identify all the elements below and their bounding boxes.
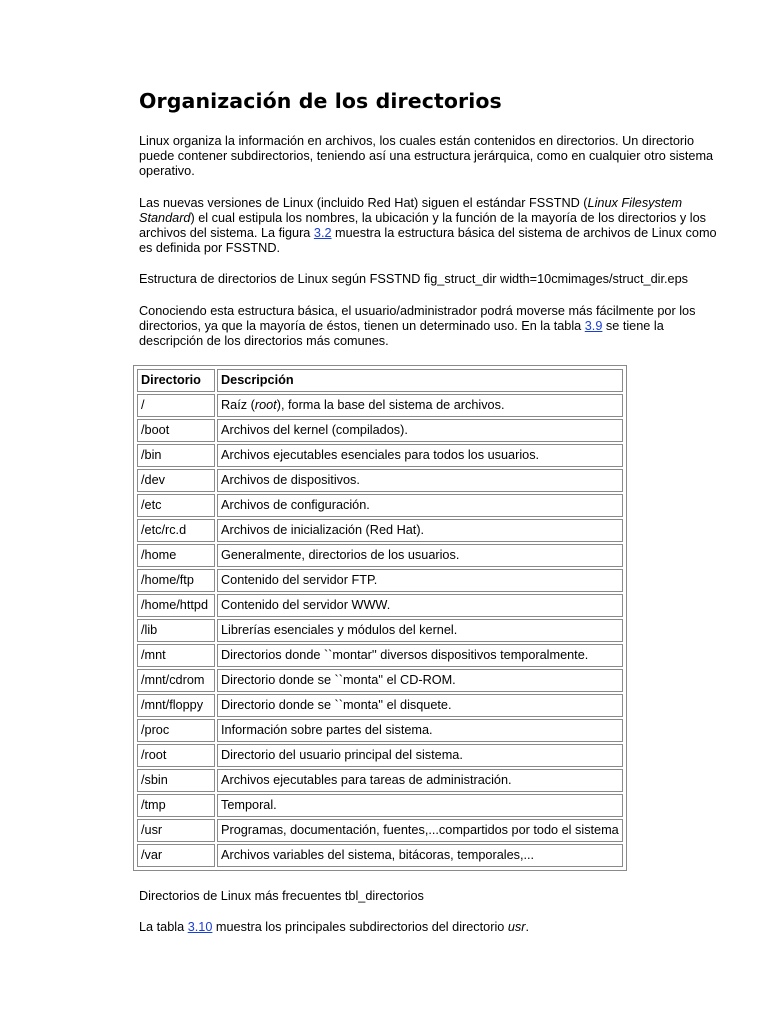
structure-paragraph (139, 304, 719, 350)
table-row (137, 494, 623, 517)
fsstnd-text-b: ) el cual estipula los nombres, la ubicación y la función de la mayoría de los directorios y los archivos del sistema. La figura (139, 210, 707, 241)
directories-table-frame (133, 365, 627, 871)
description-cell: Librerías esenciales y módulos del kernel. (217, 619, 623, 642)
fsstnd-text-a: Las nuevas versiones de Linux (incluido Red Hat) siguen el estándar FSSTND ( (139, 195, 588, 210)
directory-cell: /dev (137, 469, 215, 492)
directory-cell: /proc (137, 719, 215, 742)
directory-cell: /var (137, 844, 215, 867)
description-cell: Archivos ejecutables esenciales para todos los usuarios. (217, 444, 623, 467)
figure-caption: Estructura de directorios de Linux según FSSTND fig_struct_dir width=10cmimages/struct_dir.eps (139, 272, 688, 287)
table-row (137, 719, 623, 742)
structure-text-a: Conociendo esta estructura básica, el usuario/administrador podrá moverse más fácilmente por los directorios, ya que la mayoría de éstos, tienen un determinado uso. En la tabla (139, 303, 696, 333)
description-cell: Temporal. (217, 794, 623, 817)
header-directorio: Directorio (137, 369, 215, 392)
page-title: Organización de los directorios (139, 89, 502, 113)
table-link[interactable]: 3.9 (584, 318, 603, 333)
usr-emphasis: usr (507, 920, 526, 935)
directory-cell: /mnt/floppy (137, 694, 215, 717)
usr-text-c: . (525, 920, 530, 935)
description-text: Raíz ( (221, 397, 255, 412)
directory-cell: /home (137, 544, 215, 567)
directory-cell: /bin (137, 444, 215, 467)
directory-cell: /sbin (137, 769, 215, 792)
usr-text-b: muestra los principales subdirectorios del directorio (212, 920, 508, 935)
table-row (137, 794, 623, 817)
directory-cell: / (137, 394, 215, 417)
directory-cell: /etc/rc.d (137, 519, 215, 542)
description-cell: Archivos de dispositivos. (217, 469, 623, 492)
intro-paragraph: Linux organiza la información en archivos, los cuales están contenidos en directorios. Un directorio puede contener subdirectorios, teniendo así una estructura jerárquica, como en cualquier otro sistema operativo. (139, 134, 714, 179)
description-cell: Información sobre partes del sistema. (217, 719, 623, 742)
table-row (137, 569, 623, 592)
directory-cell: /root (137, 744, 215, 767)
table-row (137, 769, 623, 792)
directory-cell: /usr (137, 819, 215, 842)
directory-cell: /mnt (137, 644, 215, 667)
description-text: ), forma la base del sistema de archivos. (276, 397, 505, 412)
description-cell: Directorio donde se ``monta'' el disquete. (217, 694, 623, 717)
description-cell: Archivos de configuración. (217, 494, 623, 517)
description-cell: Directorios donde ``montar'' diversos dispositivos temporalmente. (217, 644, 623, 667)
table-row (137, 594, 623, 617)
table-row (137, 619, 623, 642)
description-cell: Directorio donde se ``monta'' el CD-ROM. (217, 669, 623, 692)
description-cell: Archivos ejecutables para tareas de administración. (217, 769, 623, 792)
table-row (137, 544, 623, 567)
description-cell: Contenido del servidor WWW. (217, 594, 623, 617)
table-row (137, 644, 623, 667)
description-cell: Contenido del servidor FTP. (217, 569, 623, 592)
directory-cell: /home/ftp (137, 569, 215, 592)
usr-table-link[interactable]: 3.10 (187, 920, 213, 935)
fsstnd-emphasis: Linux Filesystem Standard (139, 195, 683, 225)
table-row (137, 469, 623, 492)
table-row (137, 419, 623, 442)
table-row (137, 694, 623, 717)
directory-cell: /mnt/cdrom (137, 669, 215, 692)
table-row (137, 519, 623, 542)
figure-link[interactable]: 3.2 (313, 226, 332, 241)
description-emphasis: root (254, 397, 277, 412)
description-cell: Archivos de inicialización (Red Hat). (217, 519, 623, 542)
table-row (137, 744, 623, 767)
table-row (137, 669, 623, 692)
directory-cell: /lib (137, 619, 215, 642)
table-header-row (137, 369, 623, 392)
directories-table (135, 367, 625, 869)
description-cell: Archivos del kernel (compilados). (217, 419, 623, 442)
table-row (137, 819, 623, 842)
directory-cell: /boot (137, 419, 215, 442)
table-row (137, 394, 623, 417)
directory-cell: /etc (137, 494, 215, 517)
fsstnd-paragraph (139, 196, 719, 257)
table-caption: Directorios de Linux más frecuentes tbl_directorios (139, 889, 424, 904)
document-page (139, 88, 719, 952)
description-cell (217, 394, 623, 417)
header-descripcion: Descripción (217, 369, 623, 392)
fsstnd-text-c: muestra la estructura básica del sistema de archivos de Linux como es definida por FSSTND. (139, 226, 717, 256)
structure-text-b: se tiene la descripción de los directorios más comunes. (139, 318, 664, 349)
table-row (137, 844, 623, 867)
directory-cell: /home/httpd (137, 594, 215, 617)
usr-paragraph (139, 920, 719, 935)
description-cell: Archivos variables del sistema, bitácoras, temporales,... (217, 844, 623, 867)
description-cell: Directorio del usuario principal del sistema. (217, 744, 623, 767)
usr-text-a: La tabla (139, 920, 188, 935)
directory-cell: /tmp (137, 794, 215, 817)
description-cell: Programas, documentación, fuentes,...compartidos por todo el sistema (217, 819, 623, 842)
description-cell: Generalmente, directorios de los usuarios. (217, 544, 623, 567)
table-row (137, 444, 623, 467)
